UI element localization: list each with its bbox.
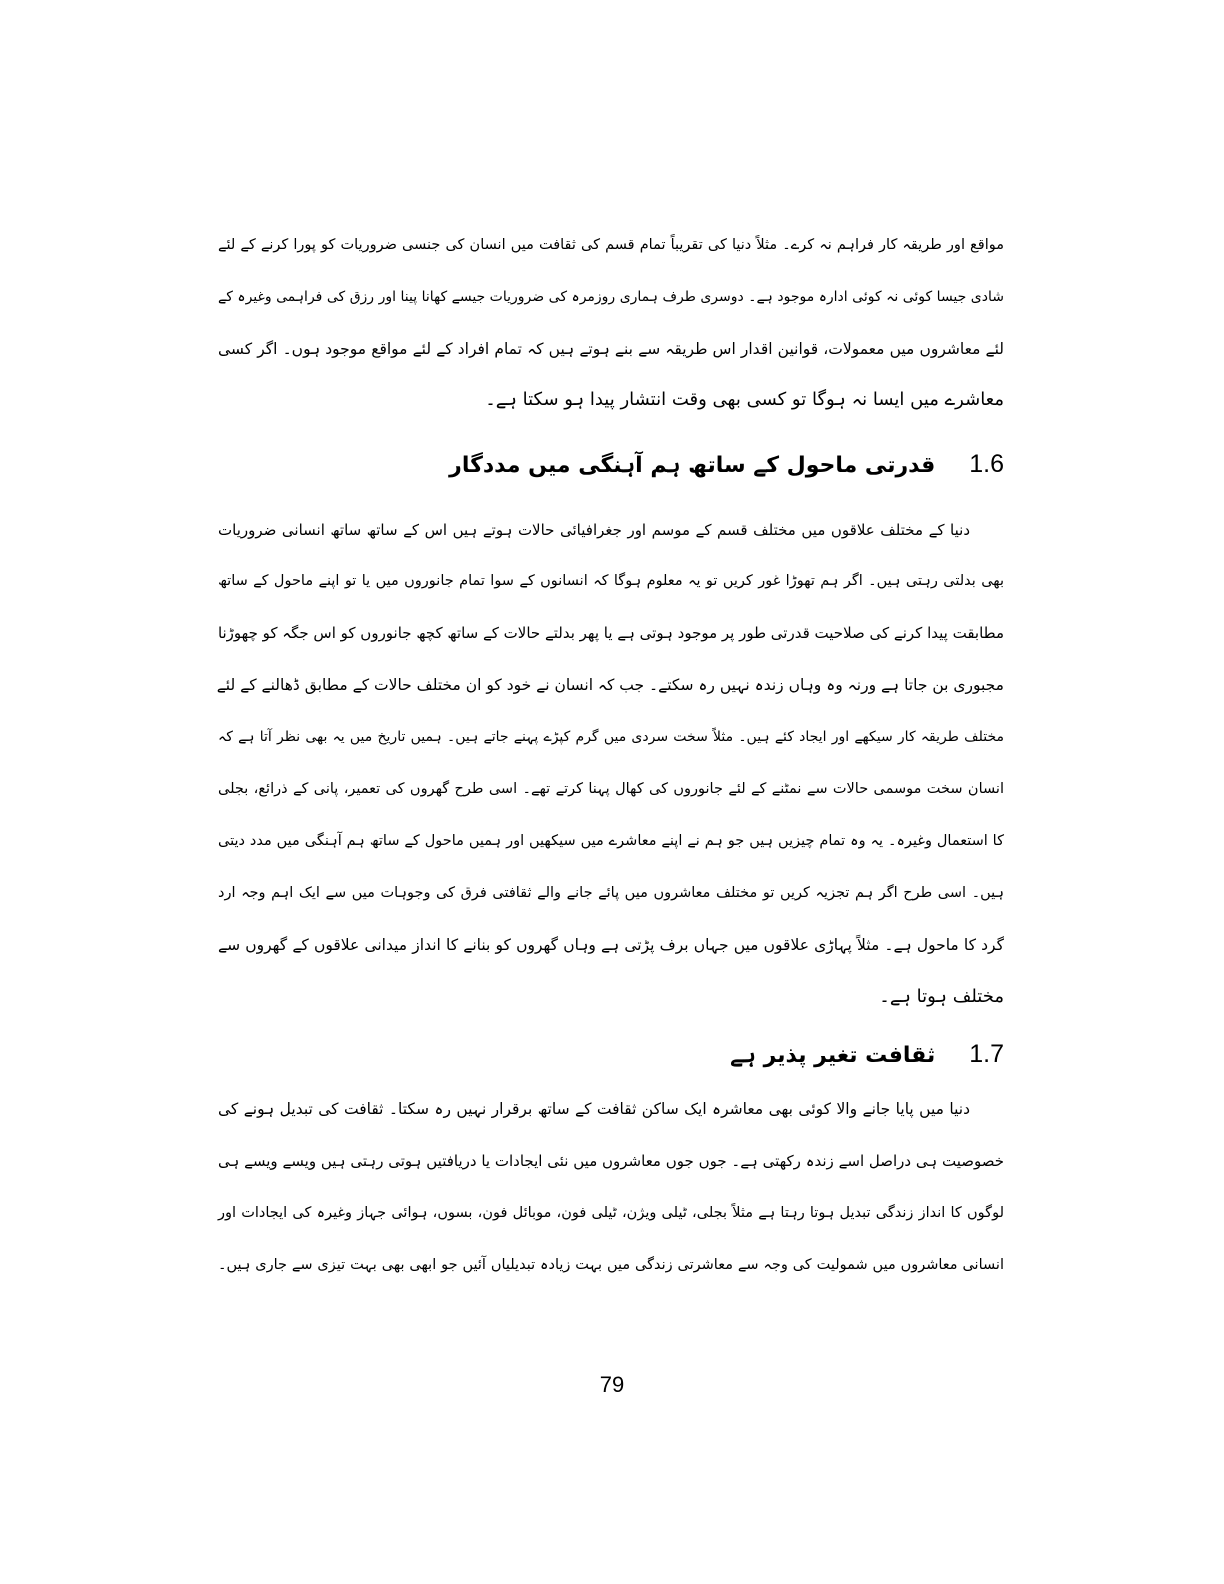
text-line: ہیں۔ اسی طرح اگر ہم تجزیہ کریں تو مختلف معاشروں میں پائے جانے والے ثقافتی فرق کی وجوہات میں سے ایک اہم وجہ ارد: [218, 885, 1004, 901]
text-line: خصوصیت ہی دراصل اسے زندہ رکھتی ہے۔ جوں جوں معاشروں میں نئی ایجادات یا دریافتیں ہوتی رہتی ہیں ویسے ویسے ہی: [218, 1152, 1004, 1170]
text-line: لئے معاشروں میں معمولات، قوانین اقدار اس طریقہ سے بنے ہوتے ہیں کہ تمام افراد کے لئے مواقع موجود ہوں۔ اگر کسی: [218, 340, 1004, 358]
text-line: معاشرے میں ایسا نہ ہوگا تو کسی بھی وقت انتشار پیدا ہو سکتا ہے۔: [485, 389, 1004, 410]
text-line: مواقع اور طریقہ کار فراہم نہ کرے۔ مثلاً دنیا کی تقریباً تمام قسم کی ثقافت میں انسان کی جنسی ضروریات کو پورا کرنے کے لئے: [218, 237, 1004, 253]
text-line: دنیا میں پایا جانے والا کوئی بھی معاشرہ ایک ساکن ثقافت کے ساتھ برقرار نہیں رہ سکتا۔ ثقافت کی تبدیل ہونے کی: [218, 1100, 970, 1118]
text-line: بھی بدلتی رہتی ہیں۔ اگر ہم تھوڑا غور کریں تو یہ معلوم ہوگا کہ انسانوں کے سوا تمام جانوروں میں یا تو اپنے ماحول کے ساتھ: [218, 573, 1004, 589]
text-line: مختلف ہوتا ہے۔: [879, 986, 1004, 1007]
text-line: لوگوں کا انداز زندگی تبدیل ہوتا رہتا ہے مثلاً بجلی، ٹیلی ویژن، ٹیلی فون، موبائل فون، بسوں، ہوائی جہاز وغیرہ کی ایجادات اور: [218, 1205, 1004, 1221]
text-line: انسانی معاشروں میں شمولیت کی وجہ سے معاشرتی زندگی میں بہت زیادہ تبدیلیاں آئیں جو ابھی بھی بہت تیزی سے جاری ہیں۔: [218, 1257, 1004, 1273]
section-title: ثقافت تغیر پذیر ہے: [730, 1043, 936, 1068]
text-line: شادی جیسا کوئی نہ کوئی ادارہ موجود ہے۔ دوسری طرف ہماری روزمرہ کی ضروریات جیسے کھانا پینا اور رزق کی فراہمی وغیرہ کے: [218, 289, 1004, 305]
page-number: 79: [599, 1372, 625, 1397]
section-heading-1-6: [449, 450, 1004, 479]
text-line: کا استعمال وغیرہ۔ یہ وہ تمام چیزیں ہیں جو ہم نے اپنے معاشرے میں سیکھیں اور ہمیں ماحول کے ساتھ ہم آہنگی میں مدد دیتی: [218, 833, 1004, 849]
text-line: مختلف طریقہ کار سیکھے اور ایجاد کئے ہیں۔ مثلاً سخت سردی میں گرم کپڑے پہنے جاتے ہیں۔ ہمیں تاریخ میں یہ بھی نظر آتا ہے کہ: [218, 729, 1004, 745]
text-line: دنیا کے مختلف علاقوں میں مختلف قسم کے موسم اور جغرافیائی حالات ہوتے ہیں اس کے ساتھ ساتھ انسانی ضروریات: [218, 521, 970, 539]
section-title: قدرتی ماحول کے ساتھ ہم آہنگی میں مددگار: [449, 453, 936, 478]
text-line: مجبوری بن جاتا ہے ورنہ وہ وہاں زندہ نہیں رہ سکتے۔ جب کہ انسان نے خود کو ان مختلف حالات کے مطابق ڈھالنے کے لئے: [216, 676, 1004, 694]
section-number: 1.7: [969, 1040, 1004, 1068]
text-line: گرد کا ماحول ہے۔ مثلاً پہاڑی علاقوں میں جہاں برف پڑتی ہے وہاں گھروں کو بنانے کا انداز میدانی علاقوں کے گھروں سے: [218, 936, 1004, 954]
section-number: 1.6: [969, 450, 1004, 478]
section-heading-1-7: [730, 1040, 1004, 1069]
text-line: انسان سخت موسمی حالات سے نمٹنے کے لئے جانوروں کی کھال پہنا کرتے تھے۔ اسی طرح گھروں کی تعمیر، پانی کے ذرائع، بجلی: [218, 781, 1004, 797]
text-line: مطابقت پیدا کرنے کی صلاحیت قدرتی طور پر موجود ہوتی ہے یا پھر بدلتے حالات کے ساتھ کچھ جانوروں کو اس جگہ کو چھوڑنا: [217, 624, 1004, 642]
